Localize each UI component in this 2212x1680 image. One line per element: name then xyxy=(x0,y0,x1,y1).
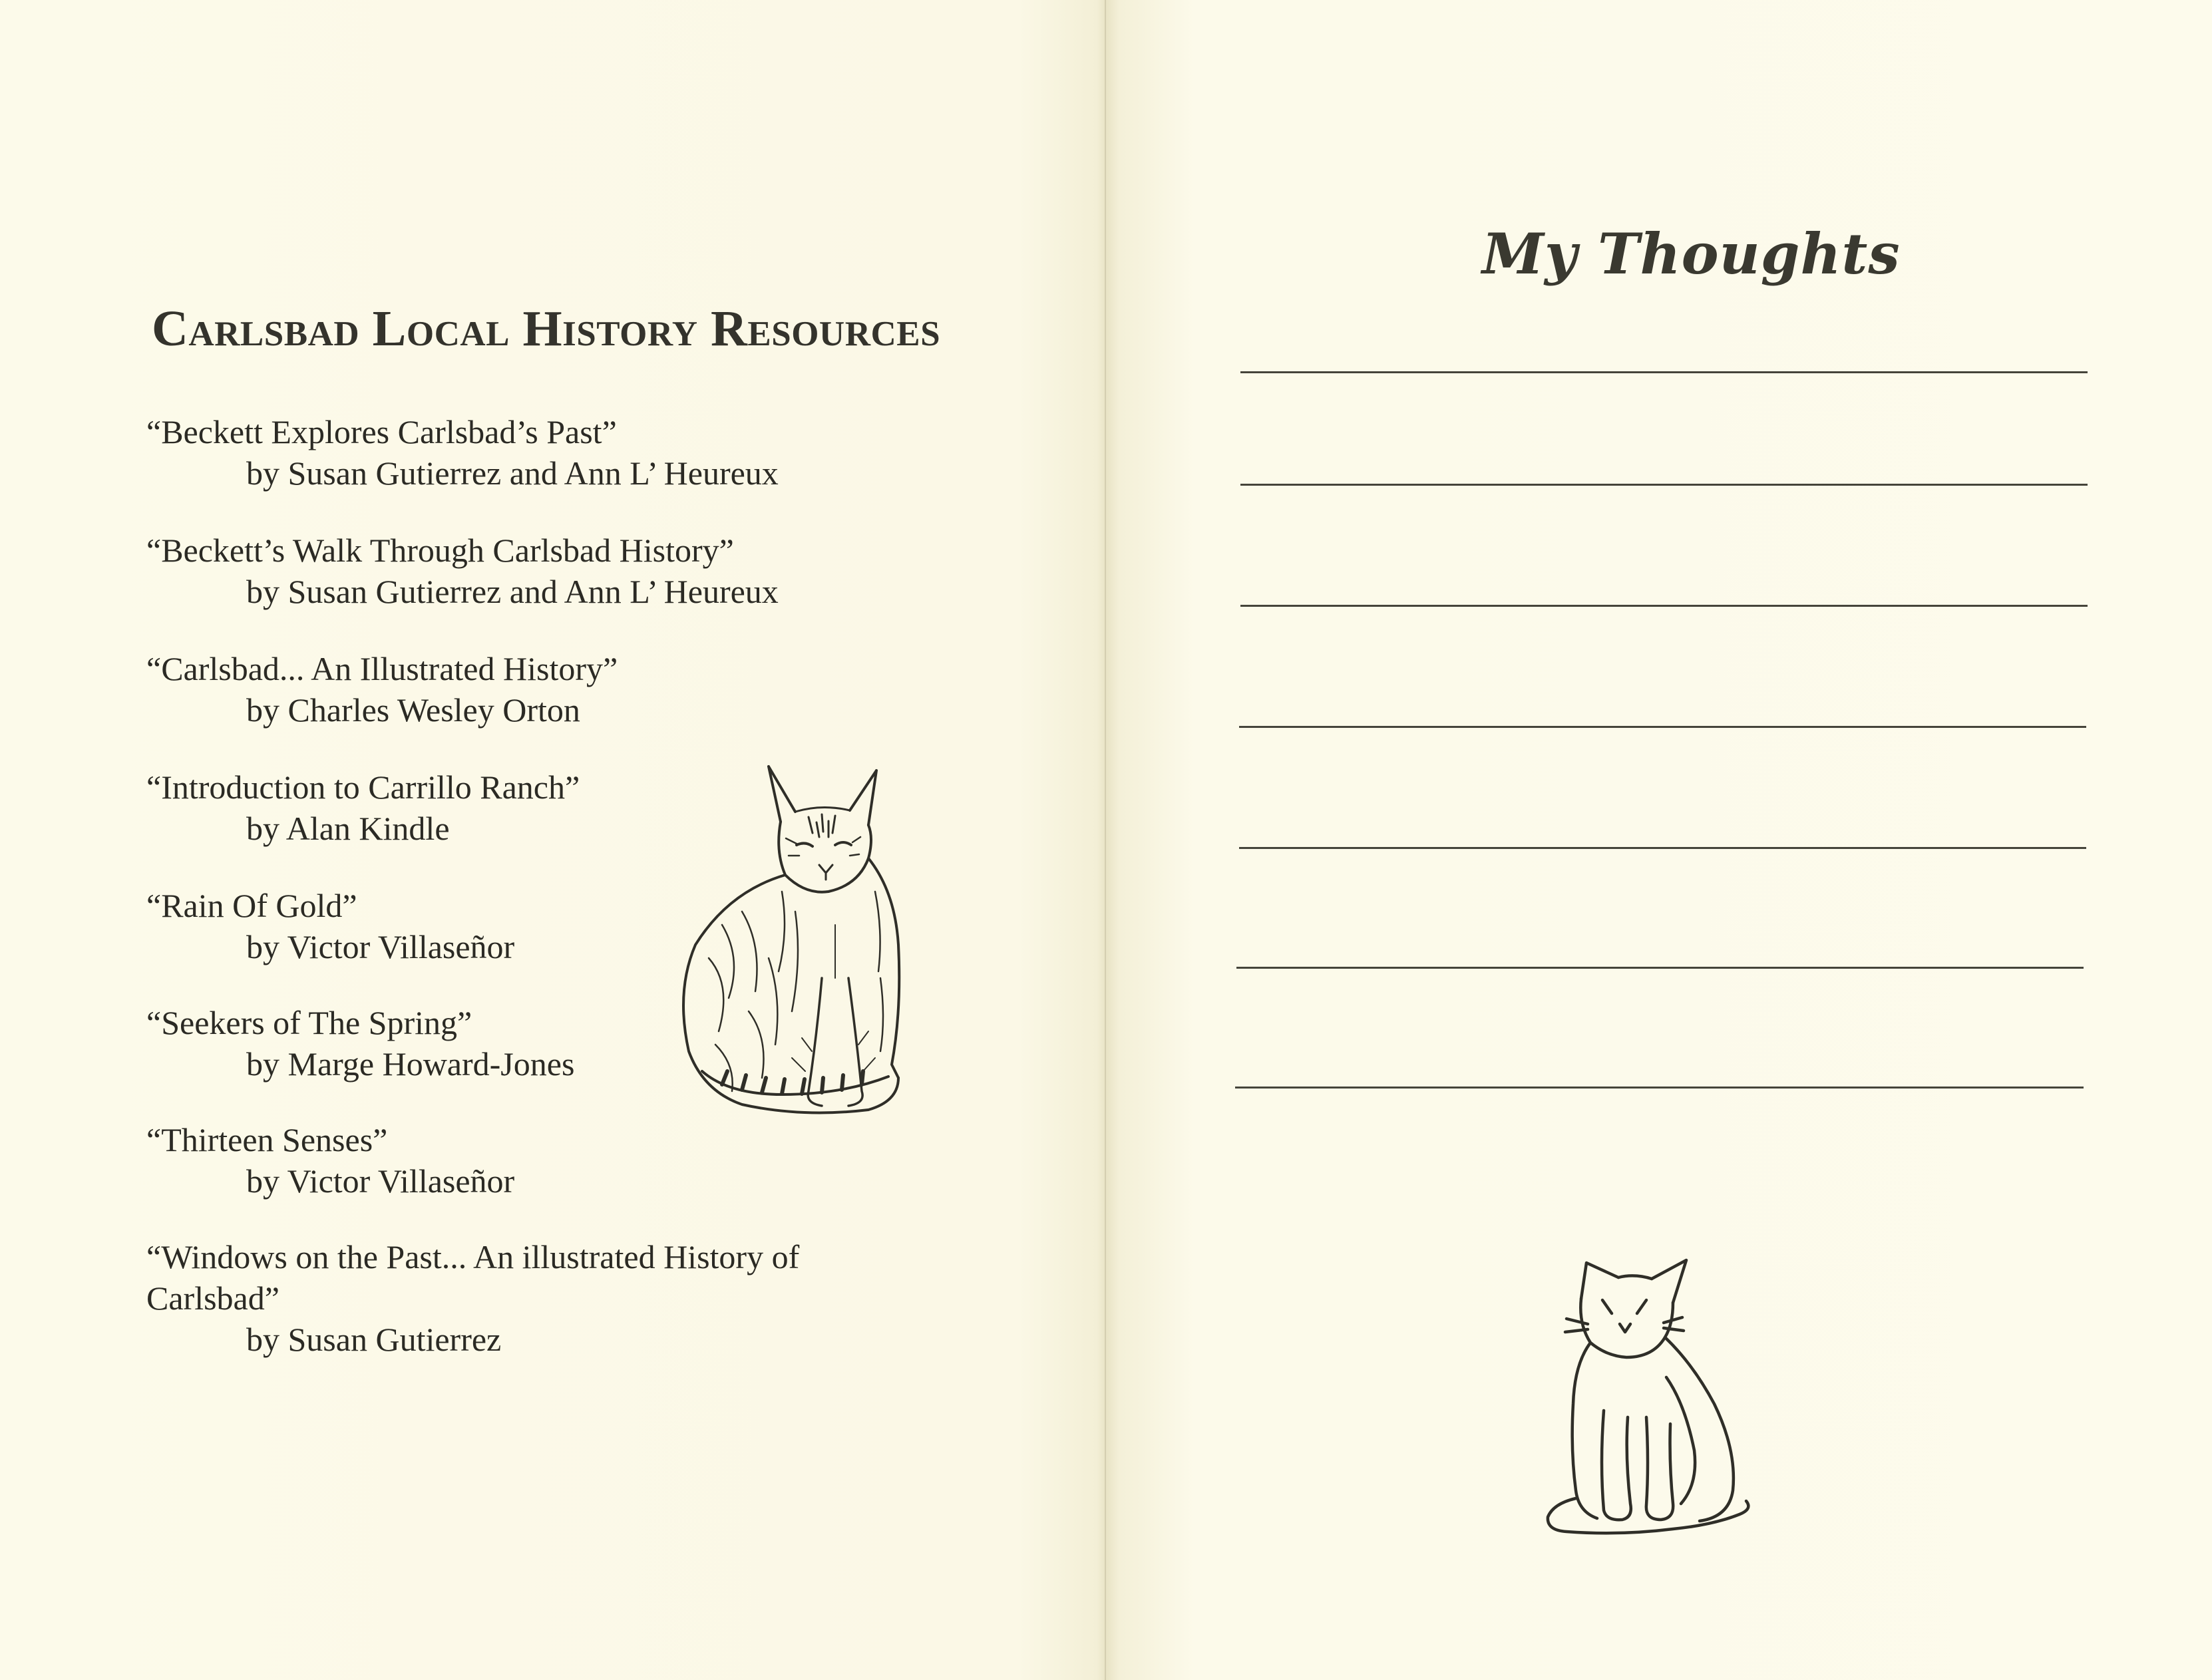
writing-line[interactable] xyxy=(1235,1087,2084,1089)
list-item xyxy=(146,411,945,494)
list-item xyxy=(146,1119,945,1202)
resource-author: by Susan Gutierrez xyxy=(246,1321,502,1358)
list-item xyxy=(146,530,945,612)
resource-author: by Victor Villaseñor xyxy=(246,1162,515,1200)
list-item xyxy=(146,1236,945,1360)
resource-author: by Victor Villaseñor xyxy=(246,928,515,965)
resource-title: “Seekers of The Spring” xyxy=(146,1004,472,1041)
writing-line[interactable] xyxy=(1239,726,2086,728)
resource-author: by Charles Wesley Orton xyxy=(246,691,580,729)
resource-author: by Alan Kindle xyxy=(246,810,450,847)
right-page xyxy=(1106,0,2212,1680)
resource-title: “Carlsbad... An Illustrated History” xyxy=(146,650,618,687)
resource-author: by Susan Gutierrez and Ann L’ Heureux xyxy=(246,573,779,610)
list-item xyxy=(146,648,945,731)
writing-line[interactable] xyxy=(1239,847,2086,849)
writing-line[interactable] xyxy=(1240,484,2088,486)
resource-title: “Windows on the Past... An illustrated History of Carlsbad” xyxy=(146,1238,808,1317)
notes-title: My Thoughts xyxy=(1482,220,1901,287)
resource-title: “Beckett Explores Carlsbad’s Past” xyxy=(146,413,617,450)
writing-line[interactable] xyxy=(1236,967,2084,969)
resource-title: “Introduction to Carrillo Ranch” xyxy=(146,768,580,806)
tabby-cat-sketch-icon xyxy=(669,758,922,1118)
resource-author: by Marge Howard-Jones xyxy=(246,1045,575,1083)
writing-line[interactable] xyxy=(1240,605,2088,607)
resource-author: by Susan Gutierrez and Ann L’ Heureux xyxy=(246,454,779,492)
sitting-cat-outline-icon xyxy=(1540,1251,1759,1550)
page-title: Carlsbad Local History Resources xyxy=(152,300,941,357)
resource-title: “Rain Of Gold” xyxy=(146,887,357,924)
left-page xyxy=(0,0,1105,1680)
resource-title: “Beckett’s Walk Through Carlsbad History” xyxy=(146,532,734,569)
resource-title: “Thirteen Senses” xyxy=(146,1121,388,1158)
writing-line[interactable] xyxy=(1240,371,2088,373)
